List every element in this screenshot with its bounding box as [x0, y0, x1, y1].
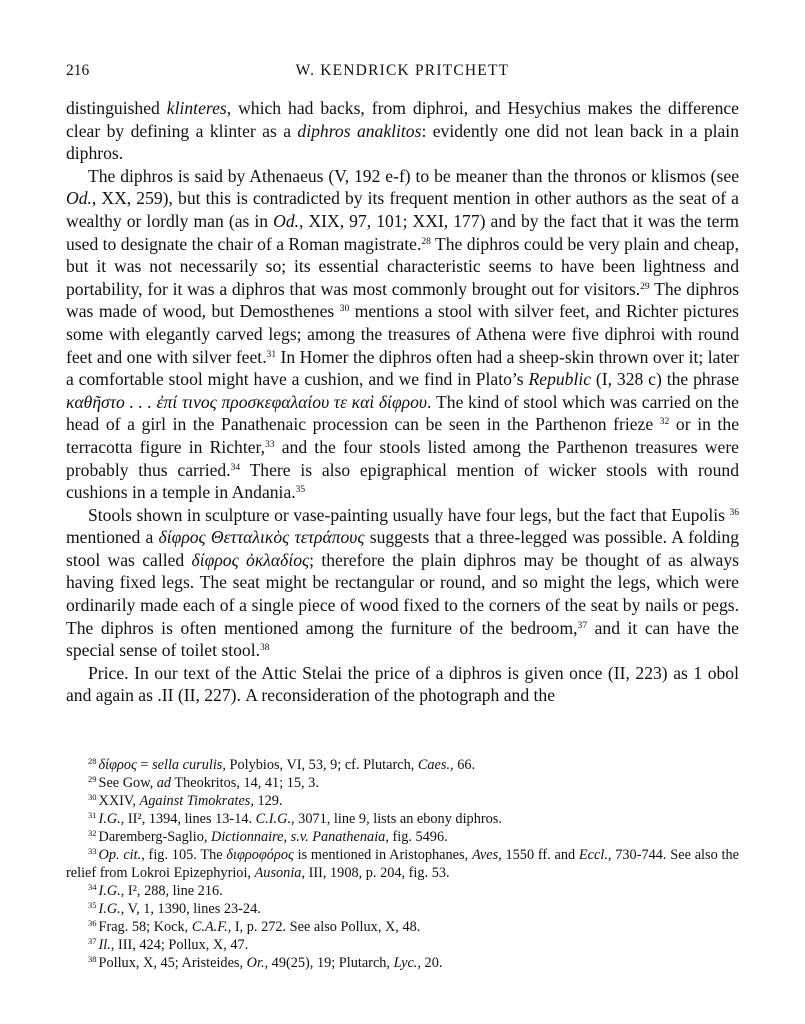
page-number: 216 [66, 62, 90, 79]
footnote-37 [66, 936, 739, 954]
footnote-ref[interactable]: 31 [266, 349, 277, 360]
text-run: In Homer the diphros often had a sheep-skin thrown over it; later a comfortable stool might have a cushion, and we find in Plato’s [66, 346, 739, 390]
text-run: XXIV, [98, 793, 140, 809]
text-run: The diphros could be very plain and cheap, but it was not necessarily so; its essential characteristic seems to have been lightness and portability, for it was a diphros that was most commonly brought out for visitors. [66, 233, 739, 299]
text-run: distinguished [66, 98, 167, 118]
footnote-30 [66, 792, 739, 810]
text-run: , 3071, line 9, lists an ebony diphros. [291, 811, 502, 827]
italic-term: I.G. [98, 901, 121, 917]
footnote-ref[interactable]: 35 [295, 485, 306, 496]
text-run: , 66. [450, 757, 476, 773]
paragraph-4 [66, 662, 739, 707]
footnote-number: 31 [88, 810, 97, 820]
text-run: , 730-744. See also the relief from Lokroi Epizephyrioi, [66, 847, 739, 881]
footnote-number: 33 [88, 846, 97, 856]
footnote-ref[interactable]: 37 [577, 620, 588, 631]
italic-term: Eccl. [578, 847, 608, 863]
italic-term: Caes. [417, 757, 451, 773]
italic-term: klinteres [166, 98, 227, 118]
footnote-38 [66, 954, 739, 972]
italic-term: C.A.F. [191, 919, 228, 935]
italic-term: Republic [528, 369, 592, 390]
greek-phrase: καθῆστο . . . ἐπί τινος προσκεφαλαίου τε καὶ δίφρου [66, 391, 427, 412]
italic-term: Against Timokrates [139, 793, 251, 809]
text-run: or in the terracotta figure in Richter, [66, 414, 739, 457]
text-run: , I², 288, line 216. [120, 883, 223, 899]
italic-term: Il. [98, 937, 111, 953]
footnote-number: 29 [88, 774, 97, 784]
italic-term: Lyc. [393, 955, 418, 971]
text-run: The diphros is said by Athenaeus (V, 192 e-f) to be meaner than the thronos or klismos (see [88, 165, 739, 186]
text-run: is mentioned in Aristophanes, [293, 847, 472, 863]
italic-term: Od. [273, 210, 300, 231]
text-run: (I, 328 c) the phrase [591, 369, 739, 390]
greek-phrase: δίφρος ὀκλαδίος [191, 549, 310, 570]
text-run: The diphros was made of wood, but Demosthenes [66, 278, 739, 322]
paragraph-1 [66, 97, 739, 165]
greek-phrase: διφροφόρος [226, 847, 294, 863]
italic-term: Dictionnaire, s.v. Panathenaia [211, 829, 386, 845]
footnote-34 [66, 882, 739, 900]
footnote-number: 36 [88, 918, 97, 928]
footnote-31 [66, 810, 739, 828]
footnote-number: 37 [88, 936, 97, 946]
footnote-32 [66, 828, 739, 846]
text-run: , 1550 ff. and [498, 847, 579, 863]
footnote-36 [66, 918, 739, 936]
text-run: Price. In our text of the Attic Stelai the price of a diphros is given once (II, 223) as 1 obol and again as .ΙΙ (II, 227). A reconsideration of the photograph and the [66, 662, 739, 706]
text-run: . The kind of stool which was carried on the head of a girl in the Panathenaic procession can be seen in the Parthenon frieze [66, 391, 739, 435]
footnote-number: 32 [88, 828, 97, 838]
paragraph-2 [66, 165, 739, 504]
text-run: , XIX, 97, 101; XXI, 177) and by the fact that it was the term used to designate the chair of a Roman magistrate. [66, 210, 739, 254]
text-run: mentions a stool with silver feet, and Richter pictures some with elegantly carved legs; among the treasures of Athena were five diphroi with round feet and one with silver feet. [66, 301, 739, 367]
italic-term: I.G. [98, 883, 121, 899]
italic-term: Od. [66, 188, 92, 209]
text-run: , Polybios, VI, 53, 9; cf. Plutarch, [222, 757, 418, 773]
text-run: , I, p. 272. See also Pollux, X, 48. [227, 919, 421, 935]
footnote-number: 38 [88, 954, 97, 964]
footnote-number: 34 [88, 882, 97, 892]
running-head: W. KENDRICK PRITCHETT [295, 62, 510, 79]
text-run: : evidently one did not lean back in a plain diphros. [66, 120, 739, 164]
text-run: Frag. 58; Kock, [98, 919, 192, 935]
footnote-35 [66, 900, 739, 918]
text-run: There is also epigraphical mention of wicker stools with round cushions in a temple in Andania. [66, 459, 739, 503]
text-run: and the four stools listed among the Parthenon treasures were probably thus carried. [66, 436, 739, 480]
text-run: suggests that a three-legged was possible. A folding stool was called [66, 527, 739, 570]
italic-term: Op. cit. [98, 847, 142, 863]
text-run: , fig. 105. The [141, 847, 227, 863]
text-run: , 20. [417, 955, 443, 971]
text-run: Stools shown in sculpture or vase-painting usually have four legs, but the fact that Eupolis [88, 504, 730, 525]
text-run: Pollux, X, 45; Aristeides, [98, 955, 247, 971]
text-run: and it can have the special sense of toilet stool. [66, 617, 739, 661]
text-run: , II², 1394, lines 13-14. [120, 811, 256, 827]
footnote-ref[interactable]: 29 [640, 281, 650, 292]
text-run: , XX, 259), but this is contradicted by its frequent mention in other authors as the seat of a wealthy or lordly man (as in [66, 188, 739, 231]
footnote-ref[interactable]: 28 [421, 236, 431, 247]
text-run: , 49(25), 19; Plutarch, [264, 955, 394, 971]
text-run: , which had backs, from diphroi, and Hesychius makes the difference clear by defining a klinter as a [66, 98, 739, 141]
footnote-ref[interactable]: 30 [339, 304, 350, 315]
text-run: = [136, 757, 153, 773]
italic-term: diphros anaklitos [297, 120, 422, 141]
text-run: , III, 1908, p. 204, fig. 53. [301, 865, 450, 881]
footnote-28 [66, 756, 739, 774]
footnote-29 [66, 774, 739, 792]
footnotes [66, 756, 739, 972]
italic-term: C.I.G. [255, 811, 292, 827]
text-run: , 129. [250, 793, 283, 809]
footnote-ref[interactable]: 38 [259, 643, 270, 654]
text-run: See Gow, [98, 775, 157, 791]
footnote-number: 28 [88, 756, 97, 766]
greek-phrase: δίφρος [98, 757, 137, 773]
italic-term: sella curulis [152, 757, 223, 773]
text-run: mentioned a [66, 527, 159, 548]
page-header [66, 62, 739, 84]
body-text [66, 97, 739, 707]
italic-term: Aves [471, 847, 499, 863]
greek-phrase: δίφρος Θετταλικὸς τετράπους [158, 527, 365, 548]
italic-term: Ausonia [254, 865, 302, 881]
footnote-ref[interactable]: 33 [265, 439, 275, 450]
footnote-33 [66, 846, 739, 882]
text-run: Daremberg-Saglio, [98, 829, 211, 845]
text-run: ; therefore the plain diphros may be thought of as always having fixed legs. The seat might be rectangular or round, and so might the legs, which were ordinarily made each of a single piece of wood fixed to the corners of the seat by nails or pegs. The diphros is often mentioned among the furniture of the bedroom, [66, 549, 739, 638]
footnote-number: 35 [88, 900, 97, 910]
paragraph-3 [66, 504, 739, 662]
italic-term: Or. [246, 955, 265, 971]
text-run: , fig. 5496. [385, 829, 448, 845]
footnote-ref[interactable]: 36 [729, 507, 739, 518]
footnote-ref[interactable]: 34 [230, 462, 241, 473]
italic-term: ad [156, 775, 172, 791]
text-run: Theokritos, 14, 41; 15, 3. [171, 775, 319, 791]
text-run: , III, 424; Pollux, X, 47. [110, 937, 249, 953]
text-run: , V, 1, 1390, lines 23-24. [120, 901, 261, 917]
italic-term: I.G. [98, 811, 121, 827]
footnote-ref[interactable]: 32 [659, 417, 670, 428]
footnote-number: 30 [88, 792, 97, 802]
